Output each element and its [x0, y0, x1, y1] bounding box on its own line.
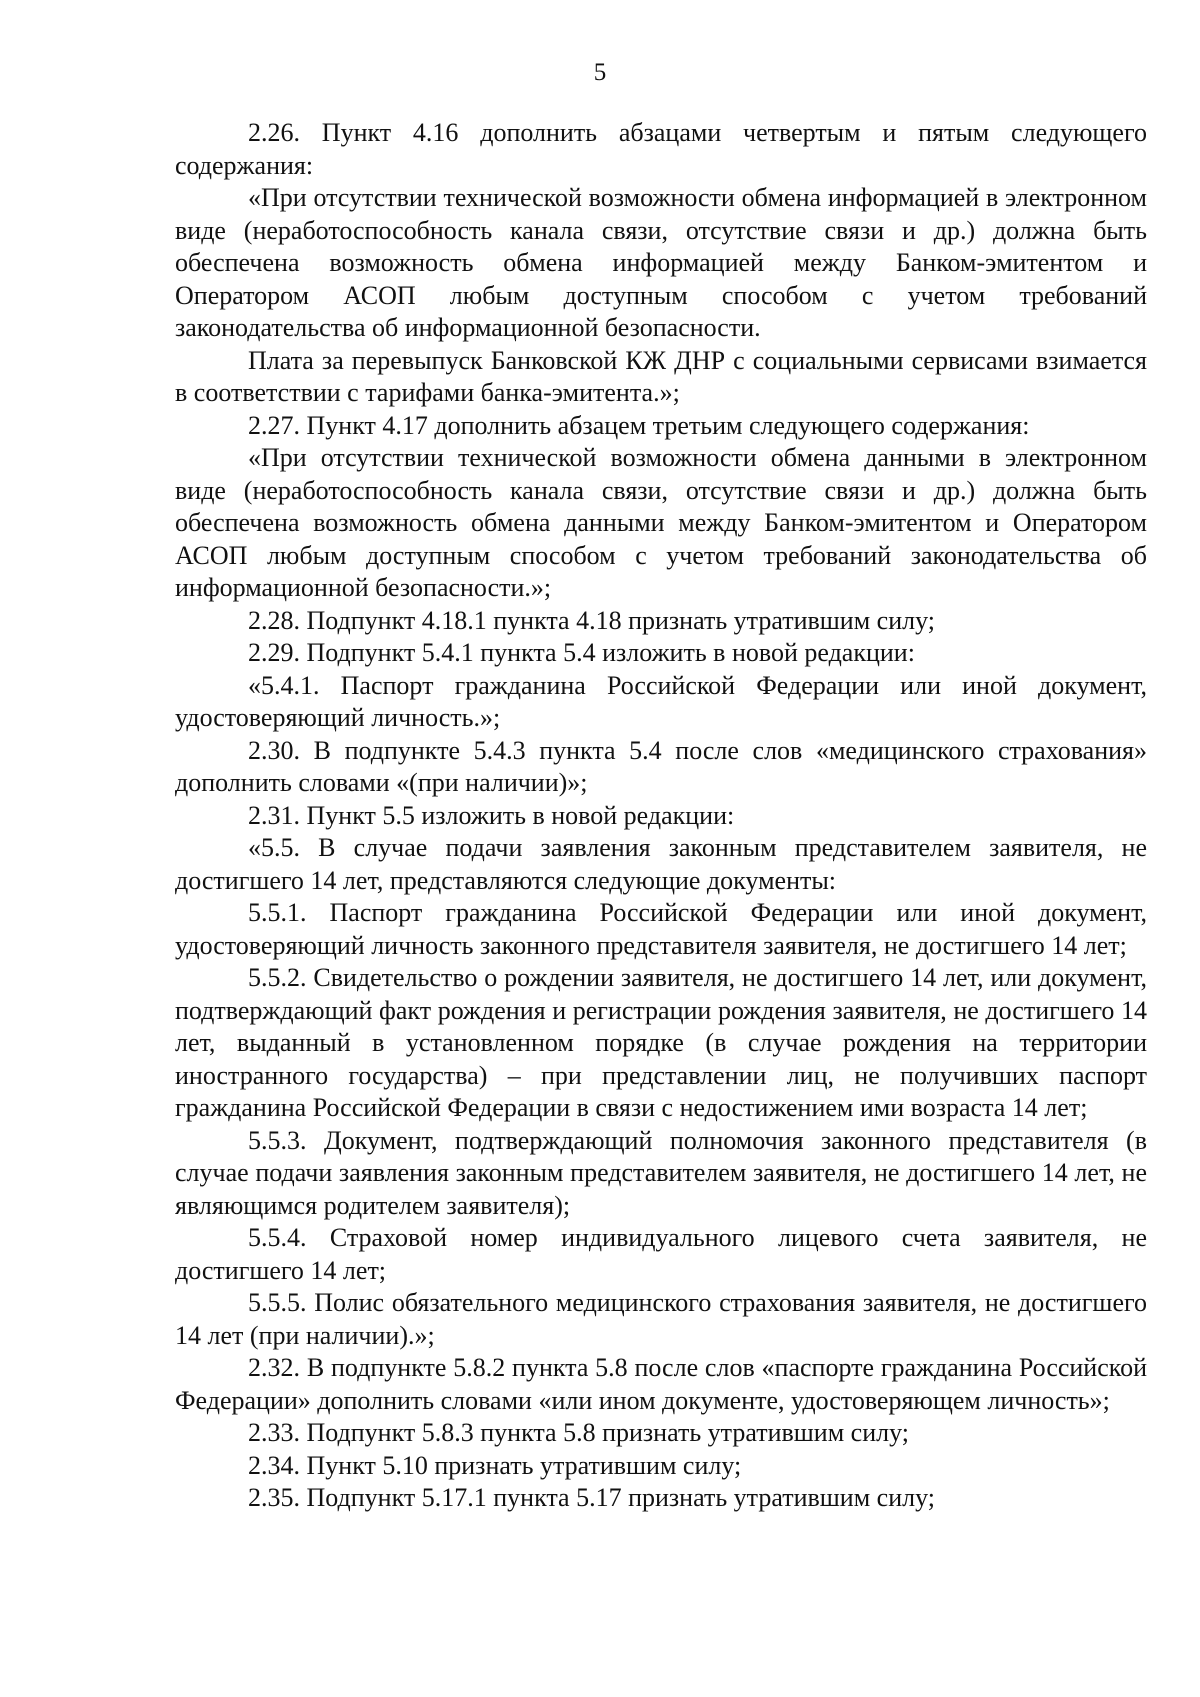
- subparagraph-5-5-1: 5.5.1. Паспорт гражданина Российской Федерации или иной документ, удостоверяющий личность законного представителя заявителя, не достигшего 14 лет;: [175, 898, 1154, 960]
- subparagraph-5-5-3: 5.5.3. Документ, подтверждающий полномочия законного представителя (в случае подачи заявления законным представителем заявителя, не достигшего 14 лет, не являющимся родителем заявителя);: [175, 1125, 1154, 1220]
- quoted-paragraph: Плата за перевыпуск Банковской КЖ ДНР с социальными сервисами взимается в соответствии с тарифами банка-эмитента.»;: [175, 345, 1154, 407]
- subparagraph-5-5-2: 5.5.2. Свидетельство о рождении заявителя, не достигшего 14 лет, или документ, подтверждающий факт рождения и регистрации рождения заявителя, не достигшего 14 лет, выданный в установленном порядке (в случае рождения на территории иностранного государства) – при представлении лиц, не получивших паспорт гражданина Российской Федерации в связи с недостижением ими возраста 14 лет;: [175, 963, 1154, 1122]
- paragraph-2-33: 2.33. Подпункт 5.8.3 пункта 5.8 признать утратившим силу;: [248, 1418, 909, 1447]
- page-number: 5: [593, 59, 607, 86]
- quoted-paragraph: «При отсутствии технической возможности обмена данными в электронном виде (неработоспособность канала связи, отсутствие связи и др.) должна быть обеспечена возможность обмена данными между Банком-эмитентом и Оператором АСОП любым доступным способом с учетом требований законодательства об информационной безопасности.»;: [175, 443, 1154, 602]
- paragraph-2-27: 2.27. Пункт 4.17 дополнить абзацем третьим следующего содержания:: [248, 410, 1030, 440]
- paragraph-2-34: 2.34. Пункт 5.10 признать утратившим силу;: [248, 1450, 742, 1480]
- paragraph-2-30: 2.30. В подпункте 5.4.3 пункта 5.4 после слов «медицинского страхования» дополнить словами «(при наличии)»;: [175, 735, 1154, 797]
- paragraph-2-32: 2.32. В подпункте 5.8.2 пункта 5.8 после слов «паспорте гражданина Российской Федерации» дополнить словами «или ином документе, удостоверяющем личность»;: [175, 1353, 1154, 1415]
- quoted-paragraph: «5.5. В случае подачи заявления законным представителем заявителя, не достигшего 14 лет, представляются следующие документы:: [175, 833, 1154, 895]
- paragraph-2-29: 2.29. Подпункт 5.4.1 пункта 5.4 изложить в новой редакции:: [248, 638, 915, 667]
- paragraph-2-35: 2.35. Подпункт 5.17.1 пункта 5.17 признать утратившим силу;: [248, 1483, 935, 1512]
- subparagraph-5-5-4: 5.5.4. Страховой номер индивидуального лицевого счета заявителя, не достигшего 14 лет;: [175, 1223, 1154, 1285]
- paragraph-2-26: 2.26. Пункт 4.16 дополнить абзацами четвертым и пятым следующего содержания:: [175, 118, 1154, 180]
- subparagraph-5-5-5: 5.5.5. Полис обязательного медицинского страхования заявителя, не достигшего 14 лет (при наличии).»;: [175, 1288, 1154, 1350]
- quoted-paragraph: «При отсутствии технической возможности обмена информацией в электронном виде (неработоспособность канала связи, отсутствие связи и др.) должна быть обеспечена возможность обмена информацией между Банком-эмитентом и Оператором АСОП любым доступным способом с учетом требований законодательства об информационной безопасности.: [175, 183, 1154, 342]
- quoted-paragraph: «5.4.1. Паспорт гражданина Российской Федерации или иной документ, удостоверяющий личность.»;: [175, 670, 1154, 732]
- paragraph-2-28: 2.28. Подпункт 4.18.1 пункта 4.18 признать утратившим силу;: [248, 605, 935, 635]
- document-body: [175, 117, 1154, 1515]
- paragraph-2-31: 2.31. Пункт 5.5 изложить в новой редакции:: [248, 800, 735, 830]
